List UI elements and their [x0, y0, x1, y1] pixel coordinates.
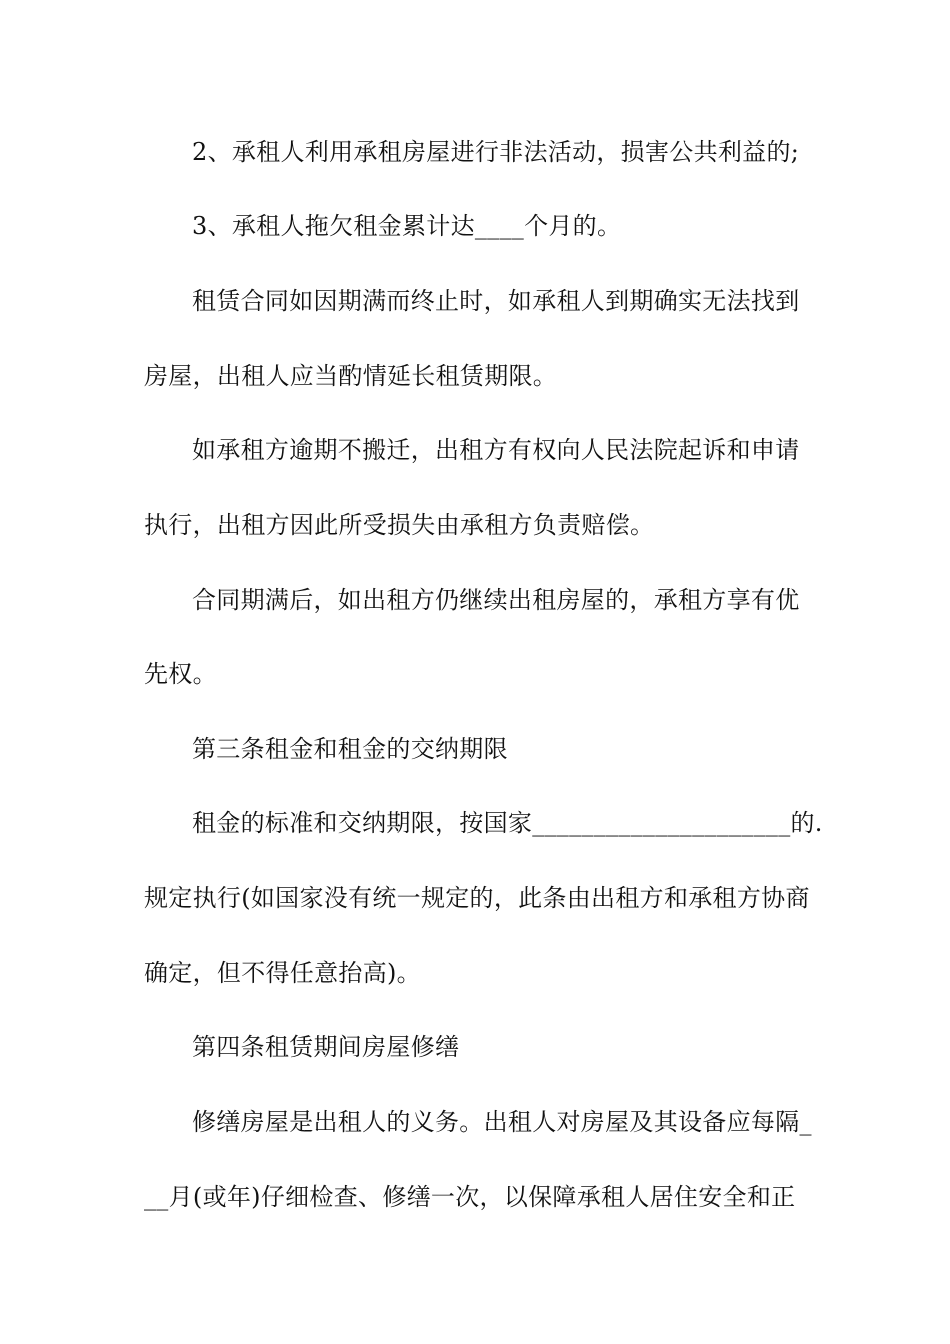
- paragraph-line: __月(或年)仔细检查、修缮一次，以保障承租人居住安全和正: [144, 1183, 796, 1211]
- section-heading: 第三条租金和租金的交纳期限: [192, 735, 508, 763]
- paragraph-line: 房屋，出租人应当酌情延长租赁期限。: [144, 362, 558, 390]
- paragraph-line: 租赁合同如因期满而终止时，如承租人到期确实无法找到: [192, 287, 800, 315]
- section-heading: 第四条租赁期间房屋修缮: [192, 1033, 460, 1061]
- paragraph-line: 先权。: [144, 660, 217, 688]
- clause-line: 3、承租人拖欠租金累计达____个月的。: [192, 212, 622, 240]
- paragraph-line: 修缮房屋是出租人的义务。出租人对房屋及其设备应每隔_: [192, 1108, 812, 1136]
- clause-line: 2、承租人利用承租房屋进行非法活动，损害公共利益的;: [192, 138, 800, 166]
- paragraph-line: 如承租方逾期不搬迁，出租方有权向人民法院起诉和申请: [192, 436, 800, 464]
- paragraph-line: 合同期满后，如出租方仍继续出租房屋的，承租方享有优: [192, 586, 800, 614]
- paragraph-line: 执行，出租方因此所受损失由承租方负责赔偿。: [144, 511, 655, 539]
- paragraph-line: 确定，但不得任意抬高)。: [144, 959, 421, 987]
- paragraph-line: 租金的标准和交纳期限，按国家_____________________的.: [192, 809, 823, 837]
- paragraph-line: 规定执行(如国家没有统一规定的，此条由出租方和承租方协商: [144, 884, 810, 912]
